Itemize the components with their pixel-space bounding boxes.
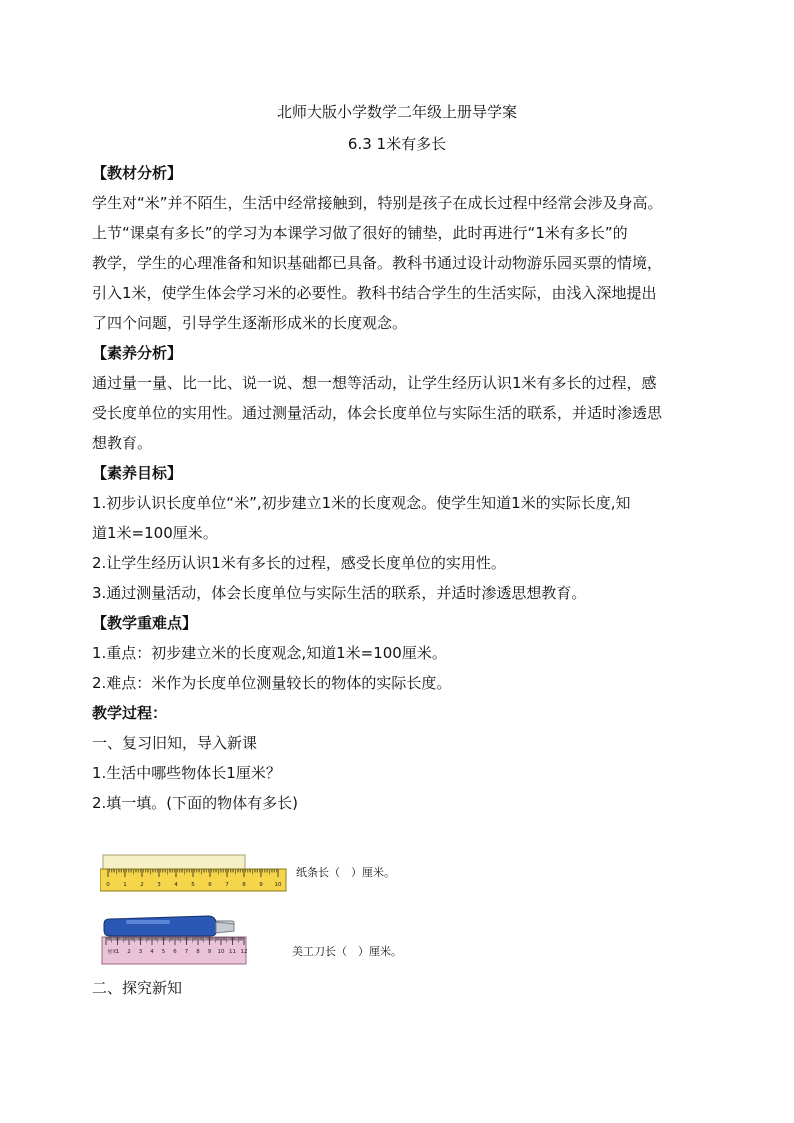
paragraph-line: 想教育。 (92, 434, 153, 452)
ruler-tick-label: 9 (259, 882, 263, 888)
paragraph-line: 教学，学生的心理准备和知识基础都已具备。教科书通过设计动物游乐园买票的情境， (92, 254, 663, 272)
paragraph-line: 学生对“米”并不陌生，生活中经常接触到，特别是孩子在成长过程中经常会涉及身高。 (92, 194, 663, 212)
section-heading: 【教材分析】 (92, 164, 183, 182)
paragraph-line: 了四个问题，引导学生逐渐形成米的长度观念。 (92, 314, 408, 332)
knife-figure (100, 912, 402, 967)
ruler-tick-label: 8 (242, 882, 246, 888)
ruler-tick-label: 8 (196, 949, 200, 955)
ruler-tick-label: 4 (174, 882, 178, 888)
knife-length-label: 美工刀长（ ）厘米。 (292, 945, 402, 958)
paper-ruler-illustration (100, 852, 290, 894)
paragraph-line: 受长度单位的实用性。通过测量活动，体会长度单位与实际生活的联系，并适时渗透思 (92, 404, 663, 422)
paragraph-line: 道1米=100厘米。 (92, 524, 218, 542)
paragraph-line: 2.填一填。(下面的物体有多长) (92, 794, 299, 812)
ruler-tick-label: 6 (208, 882, 212, 888)
ruler-tick-label: 12 (240, 949, 248, 955)
ruler-tick-label: 11 (229, 949, 236, 955)
paper-length-label: 纸条长（ ）厘米。 (296, 866, 395, 879)
paragraph-line: 引入1米，使学生体会学习米的必要性。教科书结合学生的生活实际，由浅入深地提出 (92, 284, 657, 302)
ruler-tick-label: 10 (217, 949, 225, 955)
utility-knife-icon (104, 916, 234, 936)
knife-ruler-illustration (100, 912, 250, 967)
paragraph-line: 上节“课桌有多长”的学习为本课学习做了很好的铺垫，此时再进行“1米有多长”的 (92, 224, 628, 242)
paragraph-line: 1.初步认识长度单位“米”,初步建立1米的长度观念。使学生知道1米的实际长度,知 (92, 494, 631, 512)
ruler-tick-label: 5 (191, 882, 195, 888)
ruler-tick-label: 9 (207, 949, 212, 955)
ruler-tick-label: 3 (157, 882, 161, 888)
section-heading: 【教学重难点】 (92, 614, 198, 632)
ruler-tick-label: 2 (140, 882, 144, 888)
paragraph-line: 2.让学生经历认识1米有多长的过程，感受长度单位的实用性。 (92, 554, 506, 572)
ruler-tick-label: 3 (138, 949, 143, 955)
ruler-tick-label: 4 (150, 949, 154, 955)
ruler-tick-label: 5 (161, 949, 166, 955)
section-heading: 【素养分析】 (92, 344, 183, 362)
paragraph-line: 1.生活中哪些物体长1厘米？ (92, 764, 281, 782)
ruler-tick-label: 7 (184, 949, 189, 955)
ruler-tick-label: 6 (173, 949, 177, 955)
paragraph-line: 2.难点：米作为长度单位测量较长的物体的实际长度。 (92, 674, 452, 692)
section-heading: 【素养目标】 (92, 464, 183, 482)
paragraph-line: 通过量一量、比一比、说一说、想一想等活动，让学生经历认识1米有多长的过程，感 (92, 374, 657, 392)
doc-title: 北师大版小学数学二年级上册导学案 (276, 103, 517, 121)
paragraph-line: 3.通过测量活动，体会长度单位与实际生活的联系，并适时渗透思想教育。 (92, 584, 587, 602)
ruler-tick-label: 7 (225, 882, 229, 888)
ruler-tick-label: 厘米 (107, 950, 117, 955)
doc-subtitle: 6.3 1米有多长 (347, 135, 447, 153)
paragraph-line: 一、复习旧知，导入新课 (92, 734, 258, 752)
doc-body (92, 158, 714, 818)
ruler-tick-label: 1 (115, 949, 120, 955)
ruler-tick-label: 0 (106, 882, 110, 888)
paragraph-line: 1.重点：初步建立米的长度观念,知道1米=100厘米。 (92, 644, 447, 662)
ruler-tick-label: 2 (127, 949, 131, 955)
section-heading: 教学过程： (92, 704, 168, 722)
ruler-tick-label: 1 (123, 882, 127, 888)
section-heading-explore: 二、探究新知 (92, 979, 183, 997)
ruler-tick-label: 10 (274, 882, 282, 888)
paper-strip-figure (100, 852, 395, 894)
